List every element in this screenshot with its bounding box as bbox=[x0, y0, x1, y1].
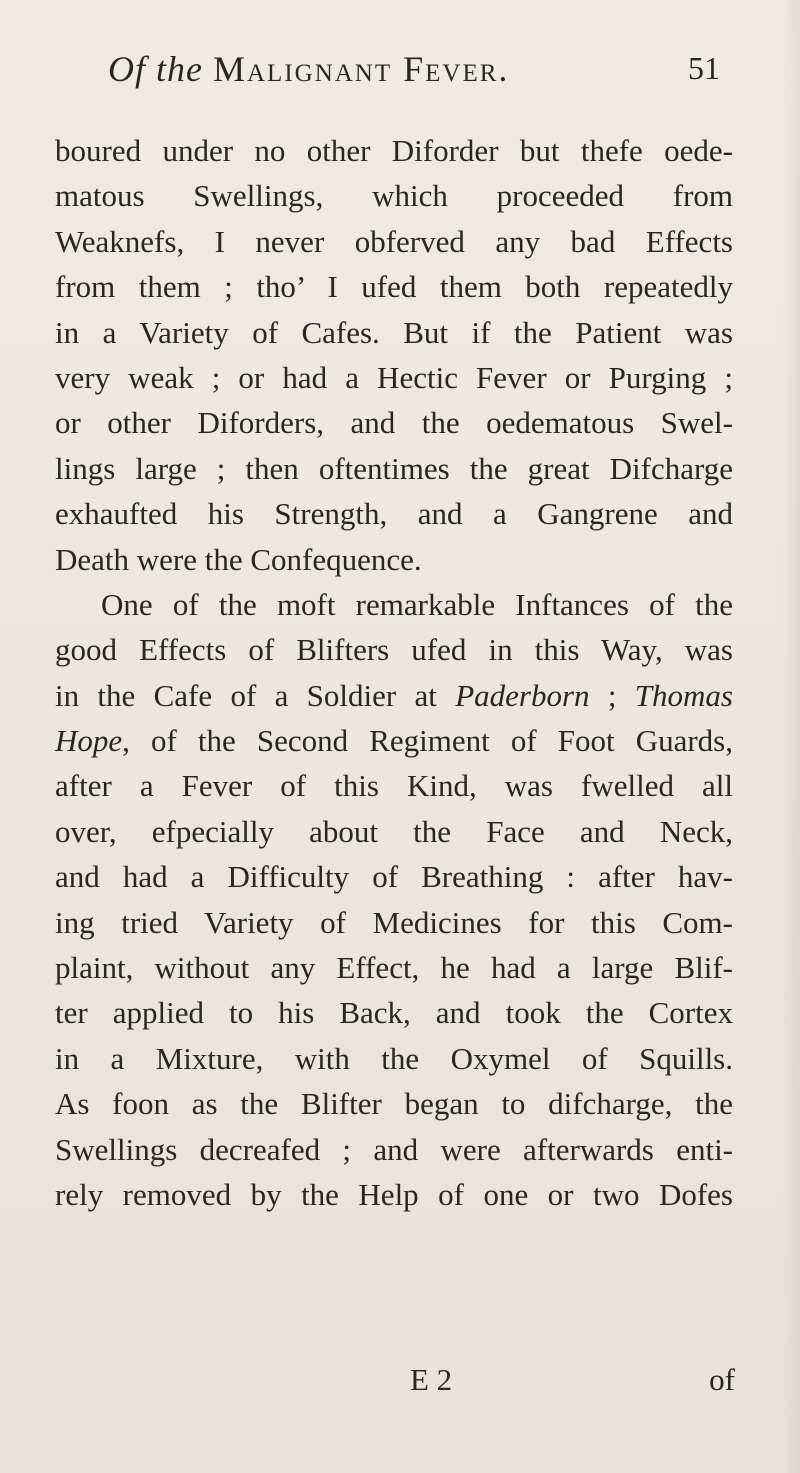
text-span: , of the Second Regiment of Foot Guards, bbox=[122, 723, 733, 759]
running-head-title bbox=[108, 48, 509, 90]
running-head-of-the: Of the bbox=[108, 49, 203, 89]
person-name-thomas: Thomas bbox=[634, 677, 733, 713]
running-head-malignant-fever: Malignant Fever. bbox=[212, 49, 510, 89]
text-line: lings large ; then oftentimes the great Difcharge bbox=[55, 450, 733, 486]
text-line: good Effects of Blifters ufed in this Way, was bbox=[55, 632, 733, 668]
page-number: 51 bbox=[688, 50, 720, 86]
text-line: Swellings decreafed ; and were afterwards enti- bbox=[55, 1131, 733, 1167]
text-line: ter applied to his Back, and took the Cortex bbox=[55, 995, 733, 1031]
text-line: ing tried Variety of Medicines for this Com- bbox=[55, 904, 733, 940]
text-line bbox=[55, 673, 733, 718]
catchword: of bbox=[709, 1362, 735, 1397]
text-line-paragraph-start: One of the moft remarkable Inftances of the bbox=[101, 586, 733, 622]
text-line: Weaknefs, I never obferved any bad Effects bbox=[55, 223, 733, 259]
text-line: boured under no other Diforder but thefe oede- bbox=[55, 133, 733, 168]
text-span: in the Cafe of a Soldier at bbox=[55, 677, 456, 713]
footer-catchline bbox=[55, 1362, 735, 1407]
running-head bbox=[108, 48, 720, 108]
signature-mark: E 2 bbox=[410, 1362, 453, 1397]
page-gutter-shadow bbox=[782, 0, 800, 1473]
text-line: and had a Difficulty of Breathing : after hav- bbox=[55, 859, 733, 895]
text-line: exhaufted his Strength, and a Gangrene and bbox=[55, 496, 733, 532]
text-line: in a Mixture, with the Oxymel of Squills. bbox=[55, 1040, 733, 1076]
person-name-hope: Hope bbox=[55, 723, 123, 759]
text-line: As foon as the Blifter began to difcharge, the bbox=[55, 1086, 733, 1122]
text-line-paragraph-end: Death were the Confequence. bbox=[55, 541, 422, 577]
text-line: or other Diforders, and the oedematous Swel- bbox=[55, 405, 733, 441]
text-line: after a Fever of this Kind, was fwelled all bbox=[55, 768, 733, 804]
text-line: in a Variety of Cafes. But if the Patient was bbox=[55, 314, 733, 350]
text-span: ; bbox=[589, 677, 635, 713]
body-text bbox=[55, 128, 733, 1217]
text-line: plaint, without any Effect, he had a large Blif- bbox=[55, 950, 733, 986]
text-line: matous Swellings, which proceeded from bbox=[55, 178, 733, 214]
text-line: over, efpecially about the Face and Neck, bbox=[55, 813, 733, 849]
text-line bbox=[55, 718, 733, 763]
text-line: from them ; tho’ I ufed them both repeatedly bbox=[55, 269, 733, 305]
text-line: rely removed by the Help of one or two Dofes bbox=[55, 1176, 733, 1212]
place-name-paderborn: Paderborn bbox=[455, 677, 590, 713]
text-line: very weak ; or had a Hectic Fever or Purging ; bbox=[55, 359, 733, 395]
